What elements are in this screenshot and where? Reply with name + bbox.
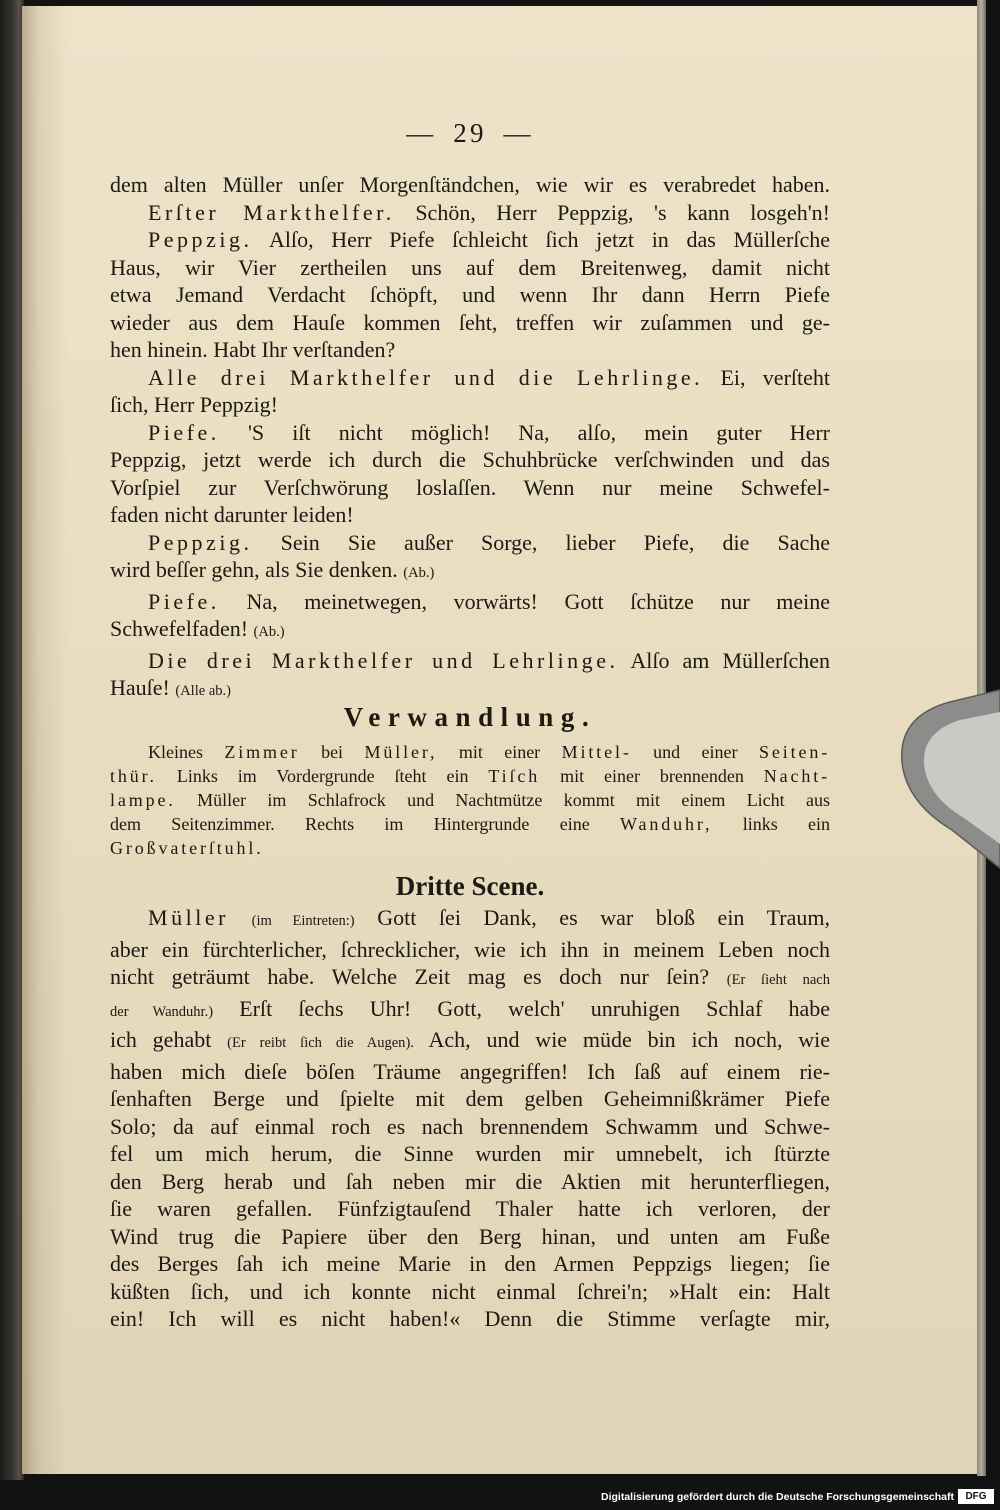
text-line: [110, 1195, 830, 1223]
text-line: [110, 199, 830, 227]
text-line: [110, 615, 830, 647]
scan-left-edge: [0, 0, 24, 1480]
text-line: [110, 1168, 830, 1196]
text-line: [110, 647, 830, 675]
spaced-emphasis: Alle drei Markthelfer und die Lehrlinge.: [148, 364, 704, 390]
spaced-emphasis: Erſter Markthelfer.: [148, 199, 395, 225]
text-line: [110, 764, 830, 788]
page-clip: [880, 680, 1000, 880]
paragraph: [110, 529, 830, 588]
text-run: Ei, verſteht: [720, 364, 830, 390]
text-line: [110, 963, 830, 995]
spaced-emphasis: lampe.: [110, 790, 176, 810]
footer-credit: Digitalisierung gefördert durch die Deutsche Forschungsgemeinschaft: [601, 1491, 954, 1503]
text-line: [110, 309, 830, 337]
paragraph: [110, 199, 830, 227]
paragraph: [110, 588, 830, 647]
text-line: [110, 556, 830, 588]
text-run: ſie waren gefallen. Fünfzigtauſend Thaler hatte ich verloren, der: [110, 1196, 830, 1221]
text-run: Müller im Schlafrock und Nachtmütze kommt mit einem Licht aus: [197, 790, 831, 810]
stage-aside: (Er ſieht nach: [726, 972, 830, 988]
spaced-emphasis: Die drei Markthelfer und Lehrlinge.: [148, 647, 619, 673]
text-run: ſenhaften Berge und ſpielte mit dem gelben Geheimnißkrämer Piefe: [110, 1086, 830, 1111]
spaced-emphasis: Müller: [148, 905, 229, 930]
text-line: [110, 364, 830, 392]
text-run: mit einer brennenden: [560, 766, 744, 786]
spaced-emphasis: Peppzig.: [148, 529, 253, 555]
text-run: faden nicht darunter leiden!: [110, 502, 354, 527]
text-line: [110, 1278, 830, 1306]
text-line: [110, 1223, 830, 1251]
text-run: wird beſſer gehn, als Sie denken.: [110, 557, 398, 582]
spaced-emphasis: Müller,: [364, 742, 438, 762]
text-run: Kleines: [148, 742, 203, 762]
spaced-emphasis: Großvaterſtuhl.: [110, 838, 264, 858]
text-line: [110, 391, 830, 419]
text-run: ein! Ich will es nicht haben!« Denn die Stimme verſagte mir,: [110, 1306, 830, 1331]
text-line: [110, 226, 830, 254]
text-line: [110, 1113, 830, 1141]
spaced-emphasis: Nacht-: [763, 766, 831, 786]
paragraph: [110, 226, 830, 364]
spaced-emphasis: Piefe.: [148, 588, 220, 614]
text-run: Sein Sie außer Sorge, lieber Piefe, die Sache: [280, 529, 830, 555]
text-run: hen hinein. Habt Ihr verſtanden?: [110, 337, 396, 362]
text-line: [110, 171, 830, 199]
text-run: Alſo, Herr Piefe ſchleicht ſich jetzt in das Müllerſche: [269, 227, 830, 252]
text-line: [110, 1305, 830, 1333]
text-run: Haus, wir Vier zertheilen uns auf dem Breitenweg, damit nicht: [110, 254, 830, 280]
stage-aside: (Ab.): [253, 624, 285, 640]
text-line: [110, 904, 830, 936]
page-number: — 29 —: [406, 118, 534, 148]
stage-aside: (Alle ab.): [175, 683, 231, 699]
text-line: [110, 812, 830, 836]
spaced-emphasis: Mittel-: [561, 742, 632, 762]
stage-direction: [110, 740, 830, 860]
text-line: [110, 836, 830, 860]
text-line: [110, 1140, 830, 1168]
paragraph: [110, 647, 830, 706]
text-line: [110, 336, 830, 364]
text-run: aber ein fürchterlicher, ſchrecklicher, wie ich ihn in meinem Leben noch: [110, 936, 830, 962]
text-run: mit einer: [458, 742, 541, 762]
text-run: und einer: [653, 742, 738, 762]
text-line: [110, 1250, 830, 1278]
text-run: etwa Jemand Verdacht ſchöpft, und wenn Ihr dann Herrn Piefe: [110, 282, 830, 307]
text-line: [110, 254, 830, 282]
text-run: dem Seitenzimmer. Rechts im Hintergrunde eine: [110, 814, 590, 834]
paragraph: [110, 740, 830, 860]
text-run: ſich, Herr Peppzig!: [110, 392, 278, 417]
spaced-emphasis: Peppzig.: [148, 227, 253, 252]
paragraph: [110, 419, 830, 529]
text-line: [110, 419, 830, 447]
text-line: [110, 529, 830, 557]
text-line: [110, 474, 830, 502]
text-run: Gott ſei Dank, es war bloß ein Traum,: [377, 905, 831, 930]
text-run: 'S iſt nicht möglich! Na, alſo, mein guter Herr: [247, 419, 831, 445]
spaced-emphasis: Tiſch: [488, 766, 541, 786]
paragraph: [110, 171, 830, 199]
text-line: [110, 936, 830, 964]
spaced-emphasis: thür.: [110, 766, 157, 786]
text-line: [110, 1026, 830, 1058]
text-line: [110, 788, 830, 812]
paragraph: [110, 364, 830, 419]
text-run: Alſo am Müllerſchen: [630, 647, 830, 673]
text-run: Hauſe!: [110, 675, 170, 700]
dialogue-block-bottom: [110, 904, 830, 1333]
spaced-emphasis: Piefe.: [148, 419, 220, 445]
text-run: Ach, und wie müde bin ich noch, wie: [428, 1027, 831, 1052]
stage-aside: (Ab.): [403, 565, 435, 581]
stage-aside: der Wanduhr.): [110, 1003, 214, 1020]
text-run: Erſt ſechs Uhr! Gott, welch' unruhigen Schlaf habe: [239, 995, 831, 1021]
text-run: den Berg herab und ſah neben mir die Aktien mit herunterfliegen,: [110, 1168, 830, 1194]
text-run: Schwefelfaden!: [110, 616, 249, 641]
text-run: fel um mich herum, die Sinne wurden mir umnebelt, ich ſtürzte: [110, 1141, 830, 1166]
scene-heading: Dritte Scene.: [395, 871, 545, 901]
text-line: [110, 446, 830, 474]
text-run: Peppzig, jetzt werde ich durch die Schuhbrücke verſchwinden und das: [110, 447, 830, 472]
text-run: Solo; da auf einmal roch es nach brennendem Schwamm und Schwe-: [110, 1113, 830, 1139]
text-run: dem alten Müller unſer Morgenſtändchen, wie wir es verabredet haben.: [110, 172, 830, 197]
dialogue-block-top: [110, 171, 830, 706]
text-run: nicht geträumt habe. Welche Zeit mag es doch nur ſein?: [110, 964, 710, 989]
stage-aside: (im Eintreten:): [251, 913, 355, 929]
text-run: wieder aus dem Hauſe kommen ſeht, treffen wir zuſammen und ge-: [110, 309, 830, 335]
spaced-emphasis: Zimmer: [224, 742, 300, 762]
text-line: [110, 995, 830, 1027]
text-run: haben mich dieſe böſen Träume angegriffen! Ich ſaß auf einem rie-: [110, 1058, 830, 1084]
text-line: [110, 588, 830, 616]
text-run: des Berges ſah ich meine Marie in den Armen Peppzigs liegen; ſie: [110, 1251, 830, 1276]
spaced-emphasis: Seiten-: [758, 742, 831, 762]
text-run: Schön, Herr Peppzig, 's kann losgeh'n!: [415, 199, 831, 225]
paragraph: [110, 904, 830, 1333]
spaced-emphasis: Wanduhr,: [620, 814, 713, 834]
text-line: [110, 1058, 830, 1086]
text-run: ich gehabt: [110, 1027, 212, 1052]
text-line: [110, 740, 830, 764]
transition-heading: Verwandlung.: [343, 702, 597, 732]
text-line: [110, 501, 830, 529]
text-run: Links im Vordergrunde ſteht ein: [176, 766, 469, 786]
text-line: [110, 1085, 830, 1113]
text-run: links ein: [742, 814, 831, 834]
text-run: Wind trug die Papiere über den Berg hinan, und unten am Fuße: [110, 1223, 830, 1249]
text-run: Na, meinetwegen, vorwärts! Gott ſchütze nur meine: [246, 588, 831, 614]
stage-aside: (Er reibt ſich die Augen).: [227, 1035, 414, 1051]
text-line: [110, 281, 830, 309]
dfg-logo: DFG: [958, 1489, 994, 1504]
text-run: Vorſpiel zur Verſchwörung loslaſſen. Wenn nur meine Schwefel-: [110, 474, 830, 500]
text-run: bei: [321, 742, 344, 762]
text-run: küßten ſich, und ich konnte nicht einmal ſchrei'n; »Halt ein: Halt: [110, 1278, 830, 1304]
